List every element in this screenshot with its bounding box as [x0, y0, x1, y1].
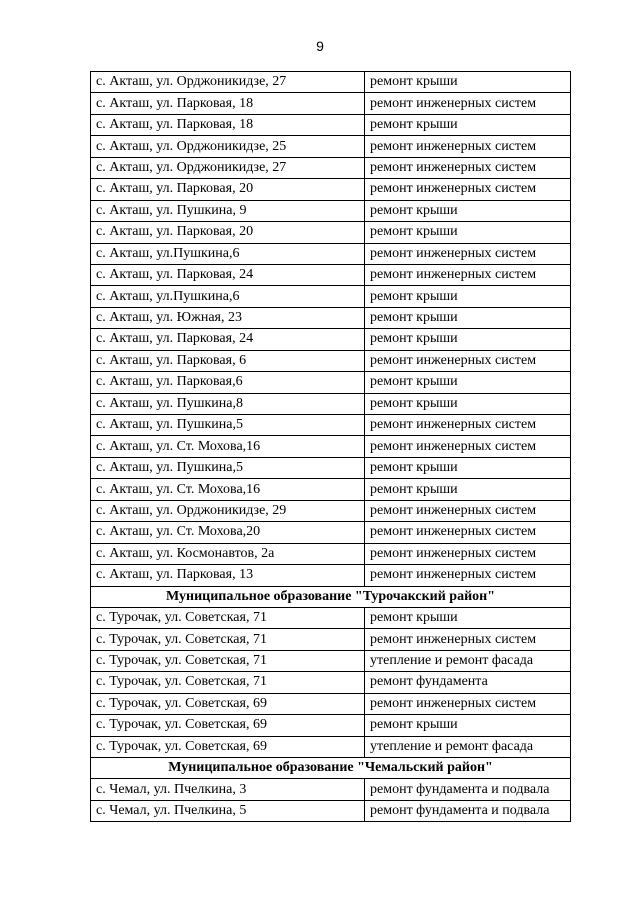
- work-type-cell: ремонт инженерных систем: [365, 522, 571, 543]
- address-cell: с. Турочак, ул. Советская, 71: [91, 650, 365, 671]
- table-row: [91, 650, 571, 671]
- table-row: [91, 286, 571, 307]
- section-header-row: [91, 586, 571, 607]
- address-cell: с. Турочак, ул. Советская, 71: [91, 629, 365, 650]
- address-cell: с. Акташ, ул. Космонавтов, 2а: [91, 543, 365, 564]
- work-type-cell: ремонт инженерных систем: [365, 157, 571, 178]
- table-row: [91, 607, 571, 628]
- page-number: 9: [316, 38, 324, 54]
- table-row: [91, 393, 571, 414]
- table-row: [91, 93, 571, 114]
- address-cell: с. Акташ, ул. Южная, 23: [91, 307, 365, 328]
- table-row: [91, 543, 571, 564]
- work-type-cell: ремонт инженерных систем: [365, 629, 571, 650]
- work-type-cell: ремонт крыши: [365, 715, 571, 736]
- work-type-cell: ремонт инженерных систем: [365, 565, 571, 586]
- table-row: [91, 500, 571, 521]
- address-cell: с. Акташ, ул. Парковая, 24: [91, 264, 365, 285]
- address-cell: с. Турочак, ул. Советская, 69: [91, 693, 365, 714]
- table-row: [91, 329, 571, 350]
- work-type-cell: ремонт фундамента и подвала: [365, 800, 571, 821]
- table-row: [91, 243, 571, 264]
- table-row: [91, 307, 571, 328]
- table-row: [91, 350, 571, 371]
- address-cell: с. Акташ, ул.Пушкина,6: [91, 243, 365, 264]
- work-type-cell: утепление и ремонт фасада: [365, 650, 571, 671]
- work-type-cell: ремонт крыши: [365, 393, 571, 414]
- table-row: [91, 415, 571, 436]
- table-row: [91, 629, 571, 650]
- table-row: [91, 114, 571, 135]
- repair-table: [90, 71, 571, 822]
- address-cell: с. Акташ, ул. Пушкина,8: [91, 393, 365, 414]
- work-type-cell: ремонт крыши: [365, 457, 571, 478]
- work-type-cell: ремонт инженерных систем: [365, 693, 571, 714]
- address-cell: с. Акташ, ул. Орджоникидзе, 27: [91, 157, 365, 178]
- table-row: [91, 800, 571, 821]
- work-type-cell: ремонт инженерных систем: [365, 93, 571, 114]
- address-cell: с. Акташ, ул. Ст. Мохова,20: [91, 522, 365, 543]
- work-type-cell: ремонт инженерных систем: [365, 436, 571, 457]
- address-cell: с. Акташ, ул. Парковая, 24: [91, 329, 365, 350]
- section-title: Муниципальное образование "Чемальский район": [91, 758, 571, 779]
- work-type-cell: ремонт крыши: [365, 307, 571, 328]
- table-row: [91, 565, 571, 586]
- work-type-cell: ремонт крыши: [365, 607, 571, 628]
- work-type-cell: ремонт инженерных систем: [365, 500, 571, 521]
- table-body: [91, 72, 571, 822]
- work-type-cell: ремонт крыши: [365, 72, 571, 93]
- table-row: [91, 72, 571, 93]
- work-type-cell: утепление и ремонт фасада: [365, 736, 571, 757]
- work-type-cell: ремонт крыши: [365, 329, 571, 350]
- table-row: [91, 522, 571, 543]
- address-cell: с. Акташ, ул. Пушкина, 9: [91, 200, 365, 221]
- address-cell: с. Акташ, ул. Парковая, 20: [91, 179, 365, 200]
- address-cell: с. Акташ, ул. Парковая, 20: [91, 222, 365, 243]
- work-type-cell: ремонт фундамента: [365, 672, 571, 693]
- address-cell: с. Акташ, ул. Парковая, 6: [91, 350, 365, 371]
- table-row: [91, 693, 571, 714]
- table-row: [91, 179, 571, 200]
- address-cell: с. Акташ, ул. Пушкина,5: [91, 415, 365, 436]
- address-cell: с. Акташ, ул.Пушкина,6: [91, 286, 365, 307]
- work-type-cell: ремонт крыши: [365, 222, 571, 243]
- table-row: [91, 779, 571, 800]
- table-row: [91, 264, 571, 285]
- table-row: [91, 157, 571, 178]
- work-type-cell: ремонт крыши: [365, 200, 571, 221]
- table-row: [91, 436, 571, 457]
- address-cell: с. Акташ, ул. Ст. Мохова,16: [91, 436, 365, 457]
- work-type-cell: ремонт инженерных систем: [365, 179, 571, 200]
- address-cell: с. Акташ, ул. Пушкина,5: [91, 457, 365, 478]
- address-cell: с. Акташ, ул. Орджоникидзе, 29: [91, 500, 365, 521]
- work-type-cell: ремонт инженерных систем: [365, 415, 571, 436]
- section-header-row: [91, 758, 571, 779]
- address-cell: с. Акташ, ул. Ст. Мохова,16: [91, 479, 365, 500]
- address-cell: с. Акташ, ул. Орджоникидзе, 25: [91, 136, 365, 157]
- work-type-cell: ремонт крыши: [365, 372, 571, 393]
- address-cell: с. Чемал, ул. Пчелкина, 5: [91, 800, 365, 821]
- table-row: [91, 479, 571, 500]
- work-type-cell: ремонт крыши: [365, 114, 571, 135]
- work-type-cell: ремонт инженерных систем: [365, 543, 571, 564]
- address-cell: с. Турочак, ул. Советская, 71: [91, 607, 365, 628]
- section-title: Муниципальное образование "Турочакский район": [91, 586, 571, 607]
- table-row: [91, 736, 571, 757]
- address-cell: с. Турочак, ул. Советская, 71: [91, 672, 365, 693]
- address-cell: с. Акташ, ул. Парковая,6: [91, 372, 365, 393]
- work-type-cell: ремонт крыши: [365, 479, 571, 500]
- work-type-cell: ремонт инженерных систем: [365, 243, 571, 264]
- work-type-cell: ремонт инженерных систем: [365, 350, 571, 371]
- address-cell: с. Акташ, ул. Парковая, 18: [91, 93, 365, 114]
- work-type-cell: ремонт крыши: [365, 286, 571, 307]
- address-cell: с. Турочак, ул. Советская, 69: [91, 736, 365, 757]
- address-cell: с. Акташ, ул. Парковая, 18: [91, 114, 365, 135]
- table-row: [91, 457, 571, 478]
- address-cell: с. Турочак, ул. Советская, 69: [91, 715, 365, 736]
- table-row: [91, 715, 571, 736]
- address-cell: с. Акташ, ул. Орджоникидзе, 27: [91, 72, 365, 93]
- work-type-cell: ремонт фундамента и подвала: [365, 779, 571, 800]
- work-type-cell: ремонт инженерных систем: [365, 264, 571, 285]
- address-cell: с. Чемал, ул. Пчелкина, 3: [91, 779, 365, 800]
- table-row: [91, 222, 571, 243]
- table-row: [91, 372, 571, 393]
- table-row: [91, 200, 571, 221]
- address-cell: с. Акташ, ул. Парковая, 13: [91, 565, 365, 586]
- table-row: [91, 672, 571, 693]
- work-type-cell: ремонт инженерных систем: [365, 136, 571, 157]
- table-row: [91, 136, 571, 157]
